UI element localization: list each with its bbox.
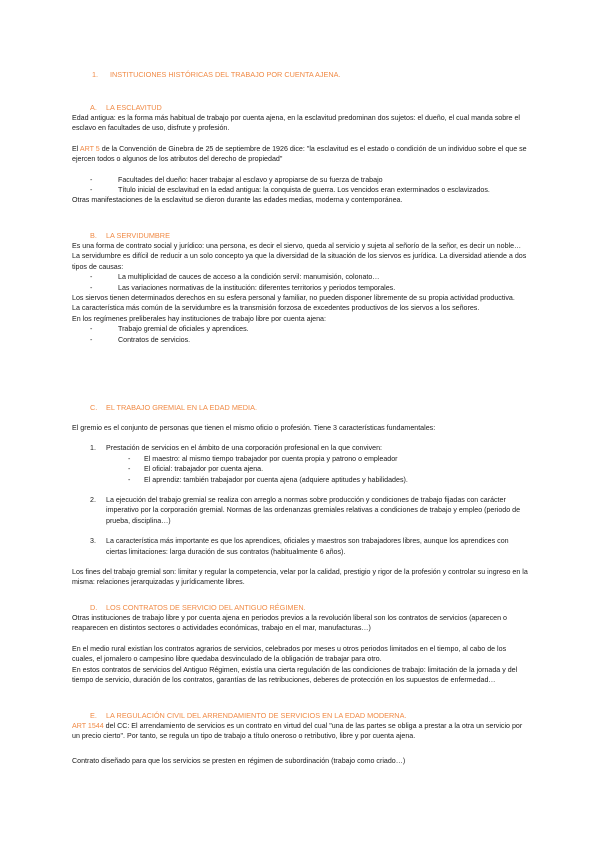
item-text: Prestación de servicios en el ámbito de una corporación profesional en la que conviven: (106, 444, 383, 453)
bullet-list (72, 324, 528, 345)
item-text: La característica más importante es que los aprendices, oficiales y maestros son trabajadores libres, aunque los aprendices con ciertas limitaciones: larga duración de sus contratos (habitualmente 6 años). (106, 537, 509, 556)
list-item: - Trabajo gremial de oficiales y aprendices. (90, 324, 528, 334)
section-a-heading (72, 103, 528, 113)
paragraph: Los siervos tienen determinados derechos en su esfera personal y familiar, no pueden disponer libremente de su propia actividad productiva. (72, 294, 515, 303)
list-item: - El maestro: al mismo tiempo trabajador por cuenta propia y patrono o empleador (128, 454, 528, 464)
bullet-list (72, 175, 528, 196)
section-c-heading (72, 403, 528, 413)
text-rest: de la Convención de Ginebra de 25 de septiembre de 1926 dice: "la esclavitud es el estado o condición de un individuo sobre el que se ejercen todos o algunos de los atributos del derecho de propiedad" (72, 144, 527, 164)
article-reference: ART 1544 (72, 722, 104, 730)
text-prefix: El (72, 144, 79, 153)
paragraph-art1544 (72, 721, 528, 742)
section-b-heading (72, 231, 528, 241)
paragraph: Contrato diseñado para que los servicios se presten en régimen de subordinación (trabajo como criado…) (72, 756, 406, 765)
paragraph: En estos contratos de servicios del Antiguo Régimen, existía una cierta regulación de las condiciones de trabajo: limitación de la jornada y del tiempo de servicio, duración de los contratos, garantías de las retribuciones, deberes de protección en los supuestos de enfermedad… (72, 665, 518, 685)
section-servidumbre (72, 231, 528, 345)
paragraph-art5 (72, 144, 528, 165)
paragraph: Los fines del trabajo gremial son: limitar y regular la competencia, velar por la calidad, prestigio y rigor de la profesión y controlar su ingreso en la misma: relaciones jerarquizadas y jurídicamente libres. (72, 568, 528, 587)
bullet-list (72, 272, 528, 293)
sub-list (72, 454, 528, 485)
list-item: - Contratos de servicios. (90, 335, 528, 345)
section-trabajo-gremial (72, 403, 528, 588)
paragraph: El gremio es el conjunto de personas que tienen el mismo oficio o profesión. Tiene 3 características fundamentales: (72, 424, 436, 432)
list-item: - Facultades del dueño: hacer trabajar al esclavo y apropiarse de su fuerza de trabajo (90, 175, 528, 185)
paragraph: La servidumbre es difícil de reducir a un solo concepto ya que la diversidad de la situación de los siervos es jurídica. La diversidad atiende a dos tipos de causas: (72, 252, 527, 271)
paragraph: Edad antigua: es la forma más habitual de trabajo por cuenta ajena, en la esclavitud predominan dos sujetos: el dueño, el cual manda sobre el esclavo en facultades de uso, disfrute y profesión. (72, 114, 520, 133)
list-item: - El aprendiz: también trabajador por cuenta ajena (adquiere aptitudes y habilidades). (128, 475, 528, 485)
paragraph: La característica más común de la servidumbre es la transmisión forzosa de excedentes productivos de los siervos a los señores. (72, 304, 480, 313)
list-item: - Título inicial de esclavitud en la edad antigua: la conquista de guerra. Los vencidos eran exterminados o esclavizados. (90, 185, 528, 195)
paragraph: En los regímenes preliberales hay instituciones de trabajo libre por cuenta ajena: (72, 314, 326, 323)
section-c-letter: C. (90, 403, 98, 412)
section-esclavitud (72, 103, 528, 206)
paragraph: Otras instituciones de trabajo libre y por cuenta ajena en periodos previos a la revolución liberal son los contratos de servicios (aparecen o reaparecen en distintos sectores o actividades económicas, trabajo en el mar, manufacturas…) (72, 614, 507, 633)
heading-title: INSTITUCIONES HISTÓRICAS DEL TRABAJO POR CUENTA AJENA. (110, 70, 341, 79)
paragraph: En el medio rural existían los contratos agrarios de servicios, celebrados por meses u otros periodos limitados en el tiempo, al cabo de los cuales, el jornalero o campesino libre quedaba desvinculado de la obligación de trabajar para otro. (72, 644, 507, 664)
section-a-title: LA ESCLAVITUD (106, 103, 162, 112)
text-rest: del CC: El arrendamiento de servicios es un contrato en virtud del cual "una de las partes se obliga a prestar a la otra un servicio por un precio cierto". Por tanto, se regula un tipo de trabajo a título oneroso o retributivo, libre y por cuenta ajena. (72, 722, 523, 741)
item-number: 3. (90, 537, 96, 546)
section-e-title: LA REGULACIÓN CIVIL DEL ARRENDAMIENTO DE SERVICIOS EN LA EDAD MODERNA. (106, 711, 407, 720)
paragraph: Otras manifestaciones de la esclavitud se dieron durante las edades medias, moderna y contemporánea. (72, 196, 403, 205)
section-regulacion-civil (72, 711, 528, 766)
list-item: - El oficial: trabajador por cuenta ajena. (128, 464, 528, 474)
numbered-item (72, 495, 528, 526)
section-e-heading (72, 711, 528, 721)
item-text: La ejecución del trabajo gremial se realiza con arreglo a normas sobre producción y condiciones de trabajo fijadas con carácter imperativo por la corporación gremial. Normas de las ordenanzas gremiales relativas a condiciones de trabajo y empleo (periodo de prueba, disciplina…) (106, 496, 521, 525)
numbered-item (72, 443, 528, 453)
section-e-letter: E. (90, 711, 97, 720)
paragraph: Es una forma de contrato social y jurídico: una persona, es decir el siervo, queda al servicio y sujeta al señorío de la señor, es decir un noble… (72, 242, 522, 250)
section-d-letter: D. (90, 603, 98, 612)
heading-number: 1. (92, 70, 99, 79)
list-item: - Las variaciones normativas de la institución: diferentes territorios y periodos temporales. (90, 283, 528, 293)
item-number: 2. (90, 496, 96, 505)
item-number: 1. (90, 444, 96, 453)
numbered-item (72, 536, 528, 557)
section-c-title: EL TRABAJO GREMIAL EN LA EDAD MEDIA. (106, 403, 257, 412)
section-d-title: LOS CONTRATOS DE SERVICIO DEL ANTIGUO RÉGIMEN. (106, 603, 306, 612)
section-contratos-servicio (72, 603, 528, 685)
section-a-letter: A. (90, 103, 97, 112)
list-item: - La multiplicidad de cauces de acceso a la condición servil: manumisión, colonato… (90, 272, 528, 282)
section-b-letter: B. (90, 231, 97, 240)
article-reference: ART 5 (79, 144, 100, 153)
main-heading (92, 70, 341, 80)
section-b-title: LA SERVIDUMBRE (106, 231, 170, 240)
section-d-heading (72, 603, 528, 613)
